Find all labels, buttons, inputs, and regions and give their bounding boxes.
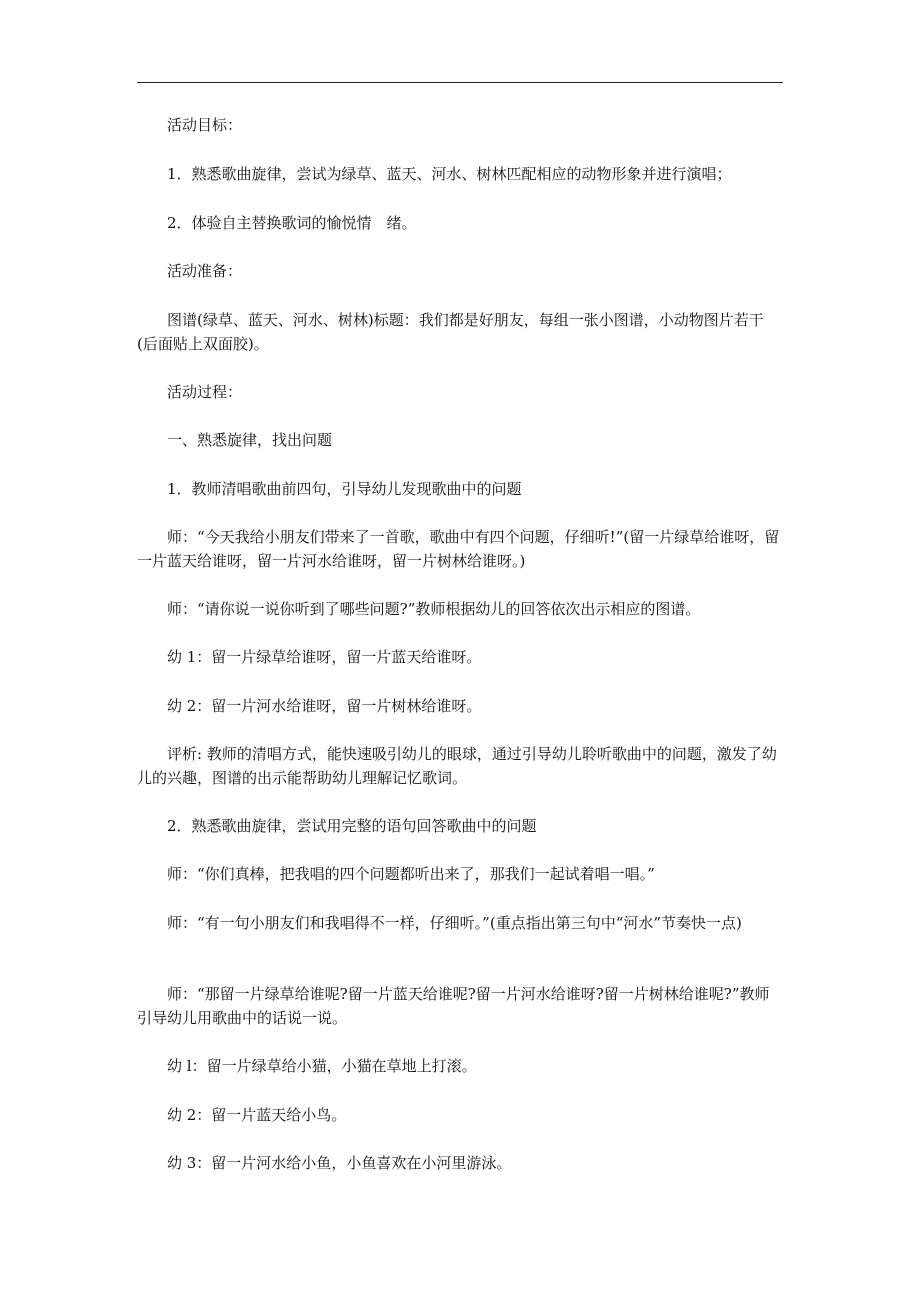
section-heading-goals: 活动目标： <box>167 116 243 134</box>
commentary-paragraph: 评析: 教师的清唱方式，能快速吸引幼儿的眼球，通过引导幼儿聆听歌曲中的问题，激发了幼儿的兴趣，图谱的出示能帮助幼儿理解记忆歌词。 <box>137 745 777 787</box>
teacher-line-1: 师：“今天我给小朋友们带来了一首歌，歌曲中有四个问题，仔细听!”(留一片绿草给谁呀，留一片蓝天给谁呀，留一片河水给谁呀，留一片树林给谁呀。) <box>137 528 780 570</box>
child-answer-2: 幼 2：留一片蓝天给小鸟。 <box>167 1106 347 1124</box>
teacher-line-5: 师：“那留一片绿草给谁呢?留一片蓝天给谁呢?留一片河水给谁呀?留一片树林给谁呢?”教师引导幼儿用歌曲中的话说一说。 <box>137 985 770 1027</box>
step-heading-1: 1．教师清唱歌曲前四句，引导幼儿发现歌曲中的问题 <box>167 480 522 498</box>
teacher-line-2: 师：“请你说一说你听到了哪些问题?”教师根据幼儿的回答依次出示相应的图谱。 <box>167 600 701 618</box>
goal-item-2: 2．体验自主替换歌词的愉悦情 绪。 <box>167 214 417 232</box>
header-rule <box>137 82 783 83</box>
child-answer-1: 幼 l：留一片绿草给小猫，小猫在草地上打滚。 <box>167 1057 477 1075</box>
goal-item-1: 1．熟悉歌曲旋律，尝试为绿草、蓝天、河水、树林匹配相应的动物形象并进行演唱； <box>167 165 732 183</box>
step-heading-2: 2．熟悉歌曲旋律，尝试用完整的语句回答歌曲中的问题 <box>167 817 537 835</box>
section-heading-preparation: 活动准备： <box>167 262 243 280</box>
teacher-line-4: 师：“有一句小朋友们和我唱得不一样，仔细听。”(重点指出第三句中“河水”节奏快一点) <box>167 914 742 932</box>
child-line-2: 幼 2：留一片河水给谁呀，留一片树林给谁呀。 <box>167 697 482 715</box>
child-line-1: 幼 1：留一片绿草给谁呀，留一片蓝天给谁呀。 <box>167 648 482 666</box>
teacher-line-3: 师：“你们真棒，把我唱的四个问题都听出来了，那我们一起试着唱一唱。” <box>167 865 655 883</box>
subsection-heading-1: 一、熟悉旋律，找出问题 <box>167 431 333 449</box>
section-heading-process: 活动过程： <box>167 383 243 401</box>
preparation-paragraph: 图谱(绿草、蓝天、河水、树林)标题：我们都是好朋友，每组一张小图谱，小动物图片若干(后面贴上双面胶)。 <box>137 311 764 353</box>
child-answer-3: 幼 3：留一片河水给小鱼，小鱼喜欢在小河里游泳。 <box>167 1154 512 1172</box>
